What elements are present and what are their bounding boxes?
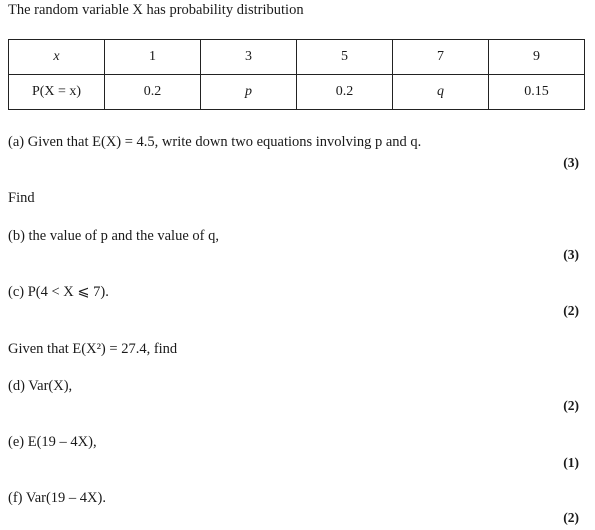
x-value-cell: 5	[297, 40, 393, 75]
intro-text: The random variable X has probability distribution	[8, 2, 304, 18]
question-d: (d) Var(X),	[8, 378, 73, 394]
probability-cell: 0.15	[489, 75, 585, 110]
x-value-cell: 1	[105, 40, 201, 75]
p-symbol: p	[245, 84, 252, 99]
question-e: (e) E(19 – 4X),	[8, 434, 97, 450]
find-heading: Find	[8, 190, 35, 206]
x-value-cell: 7	[393, 40, 489, 75]
marks-a: (3)	[563, 155, 579, 170]
marks-c: (2)	[563, 303, 579, 318]
question-c: (c) P(4 < X ⩽ 7).	[8, 284, 109, 300]
marks-d: (2)	[563, 398, 579, 413]
given-text: Given that E(X²) = 27.4, find	[8, 341, 178, 357]
question-a: (a) Given that E(X) = 4.5, write down two equations involving p and q.	[8, 134, 422, 150]
table-row-x	[9, 40, 585, 75]
x-value-cell: 9	[489, 40, 585, 75]
row-header-x	[9, 40, 105, 75]
row-header-probability: P(X = x)	[9, 75, 105, 110]
probability-cell	[201, 75, 297, 110]
x-label: x	[53, 49, 60, 64]
marks-f: (2)	[563, 510, 579, 525]
probability-distribution-table	[8, 39, 585, 110]
table-row-probability	[9, 75, 585, 110]
probability-cell: 0.2	[105, 75, 201, 110]
question-b: (b) the value of p and the value of q,	[8, 228, 219, 244]
marks-b: (3)	[563, 247, 579, 262]
probability-cell	[393, 75, 489, 110]
q-symbol: q	[437, 84, 444, 99]
probability-cell: 0.2	[297, 75, 393, 110]
marks-e: (1)	[563, 455, 579, 470]
question-f: (f) Var(19 – 4X).	[8, 490, 106, 506]
x-value-cell: 3	[201, 40, 297, 75]
